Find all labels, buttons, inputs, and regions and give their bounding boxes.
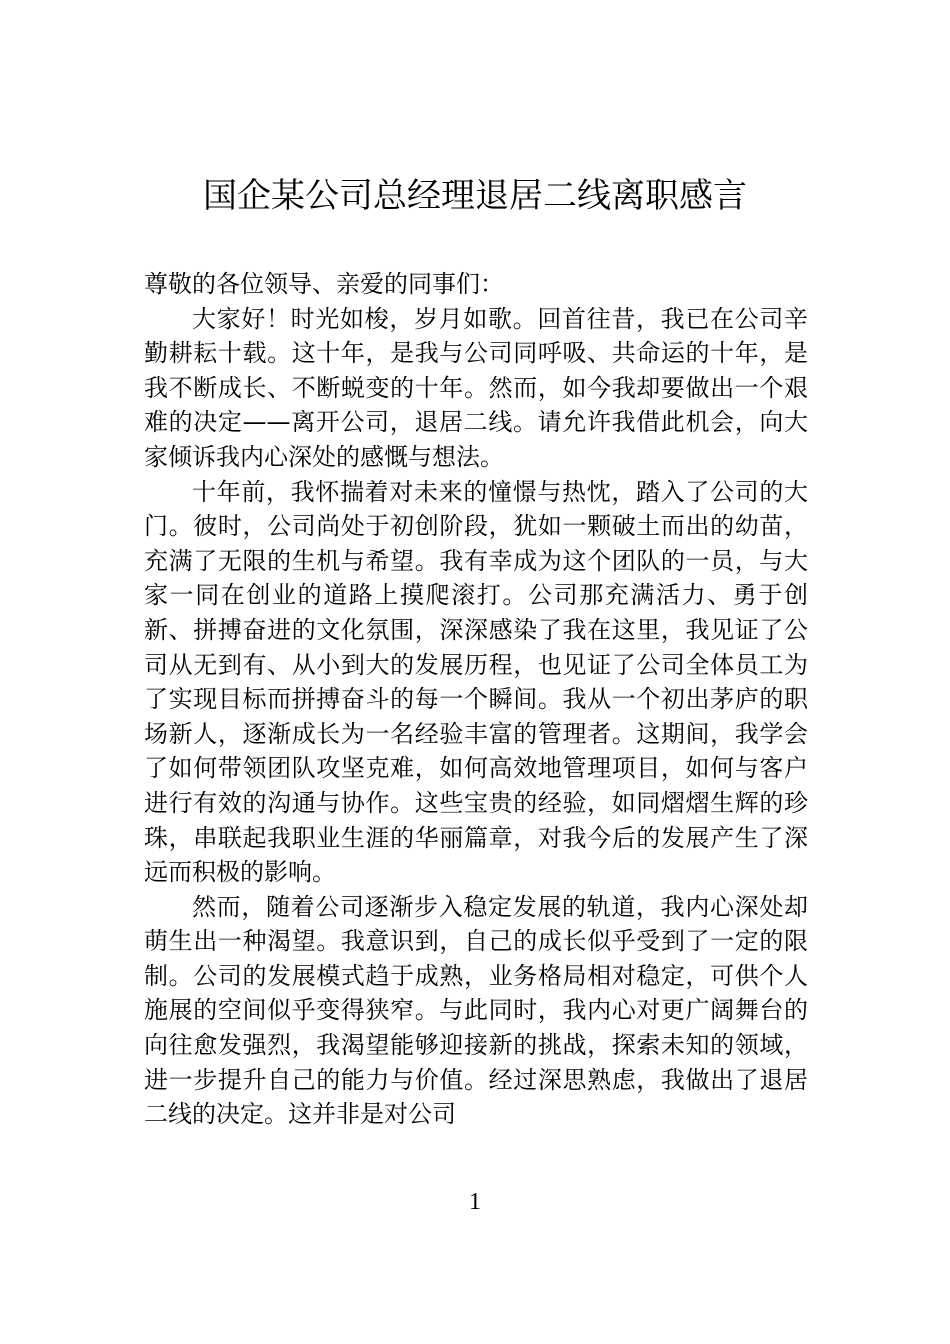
document-title: 国企某公司总经理退居二线离职感言 xyxy=(203,176,747,216)
paragraph-1: 大家好！时光如梭，岁月如歌。回首往昔，我已在公司辛勤耕耘十载。这十年，是我与公司同呼吸、共命运的十年，是我不断成长、不断蜕变的十年。然而，如今我却要做出一个艰难的决定——离开公司，退居二线。请允许我借此机会，向大家倾诉我内心深处的感慨与想法。 xyxy=(144,304,808,471)
document-body xyxy=(144,267,808,1132)
paragraph-3: 然而，随着公司逐渐步入稳定发展的轨道，我内心深处却萌生出一种渴望。我意识到，自己的成长似乎受到了一定的限制。公司的发展模式趋于成熟，业务格局相对稳定，可供个人施展的空间似乎变得狭窄。与此同时，我内心对更广阔舞台的向往愈发强烈，我渴望能够迎接新的挑战，探索未知的领域，进一步提升自己的能力与价值。经过深思熟虑，我做出了退居二线的决定。这并非是对公司 xyxy=(144,892,808,1129)
salutation: 尊敬的各位领导、亲爱的同事们： xyxy=(144,270,504,298)
page-number: 1 xyxy=(469,1189,481,1215)
paragraph-2: 十年前，我怀揣着对未来的憧憬与热忱，踏入了公司的大门。彼时，公司尚处于初创阶段，犹如一颗破土而出的幼苗，充满了无限的生机与希望。我有幸成为这个团队的一员，与大家一同在创业的道路上摸爬滚打。公司那充满活力、勇于创新、拼搏奋进的文化氛围，深深感染了我在这里，我见证了公司从无到有、从小到大的发展历程，也见证了公司全体员工为了实现目标而拼搏奋斗的每一个瞬间。我从一个初出茅庐的职场新人，逐渐成长为一名经验丰富的管理者。这期间，我学会了如何带领团队攻坚克难，如何高效地管理项目，如何与客户进行有效的沟通与协作。这些宝贵的经验，如同熠熠生辉的珍珠，串联起我职业生涯的华丽篇章，对我今后的发展产生了深远而积极的影响。 xyxy=(144,477,808,887)
